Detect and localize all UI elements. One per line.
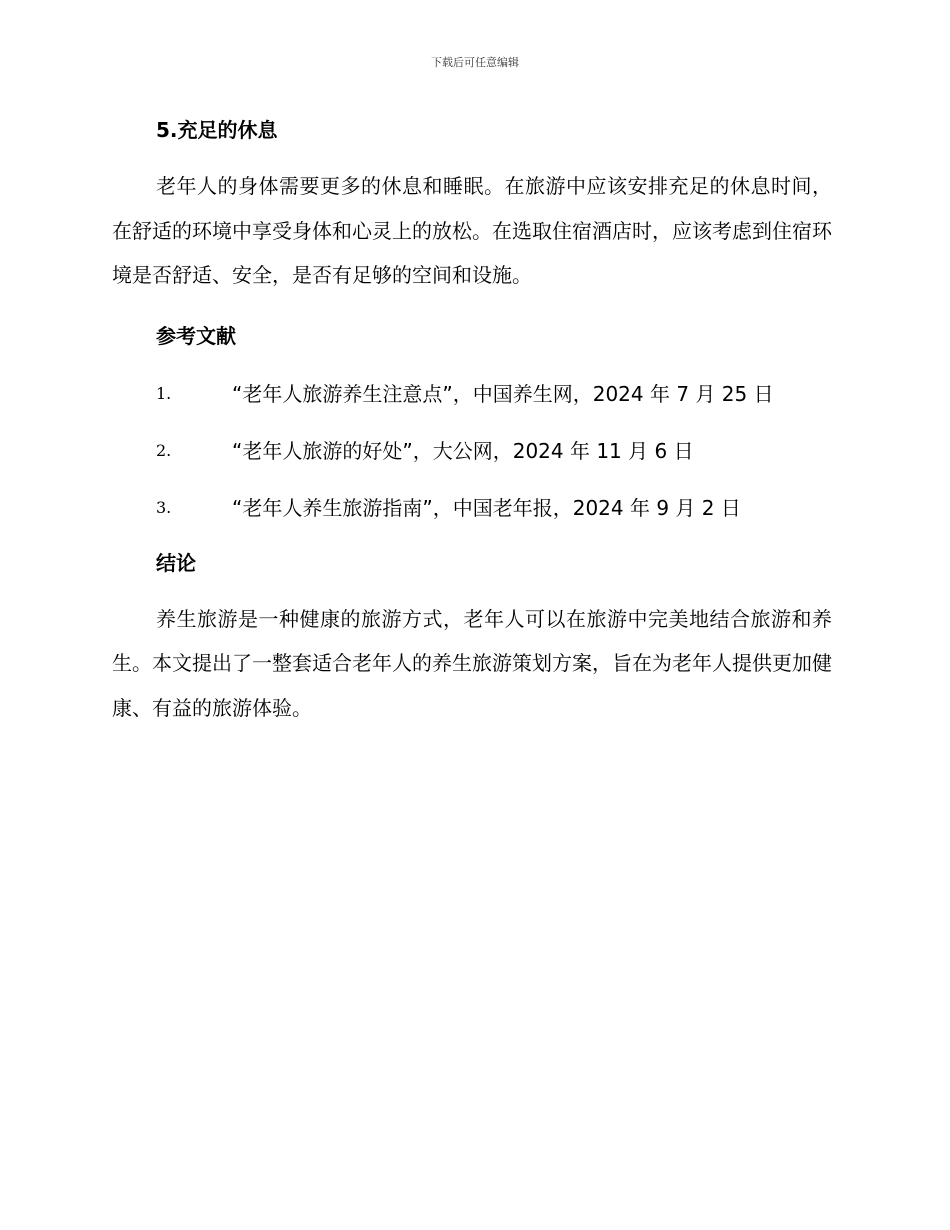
reference-item bbox=[112, 437, 832, 494]
reference-number: 2. bbox=[156, 440, 172, 460]
reference-number: 3. bbox=[156, 497, 172, 517]
reference-text: “老年人旅游的好处”，大公网，2024 年 11 月 6 日 bbox=[232, 438, 694, 463]
section-paragraph-rest: 老年人的身体需要更多的休息和睡眠。在旅游中应该安排充足的休息时间，在舒适的环境中享受身体和心灵上的放松。在选取住宿酒店时，应该考虑到住宿环境是否舒适、安全，是否有足够的空间和设施。 bbox=[112, 174, 832, 287]
references-list bbox=[112, 380, 832, 551]
conclusion-heading: 结论 bbox=[156, 550, 196, 575]
references-heading: 参考文献 bbox=[156, 323, 236, 348]
reference-item bbox=[112, 494, 832, 551]
page-header: 下载后可任意编辑 bbox=[431, 56, 519, 69]
document-body bbox=[112, 110, 832, 730]
section-heading-rest: 5.充足的休息 bbox=[156, 118, 278, 142]
reference-text: “老年人旅游养生注意点”，中国养生网，2024 年 7 月 25 日 bbox=[232, 381, 774, 406]
reference-number: 1. bbox=[156, 383, 172, 403]
reference-text: “老年人养生旅游指南”，中国老年报，2024 年 9 月 2 日 bbox=[232, 495, 741, 520]
reference-item bbox=[112, 380, 832, 437]
conclusion-paragraph: 养生旅游是一种健康的旅游方式，老年人可以在旅游中完美地结合旅游和养生。本文提出了一整套适合老年人的养生旅游策划方案，旨在为老年人提供更加健康、有益的旅游体验。 bbox=[112, 606, 832, 720]
